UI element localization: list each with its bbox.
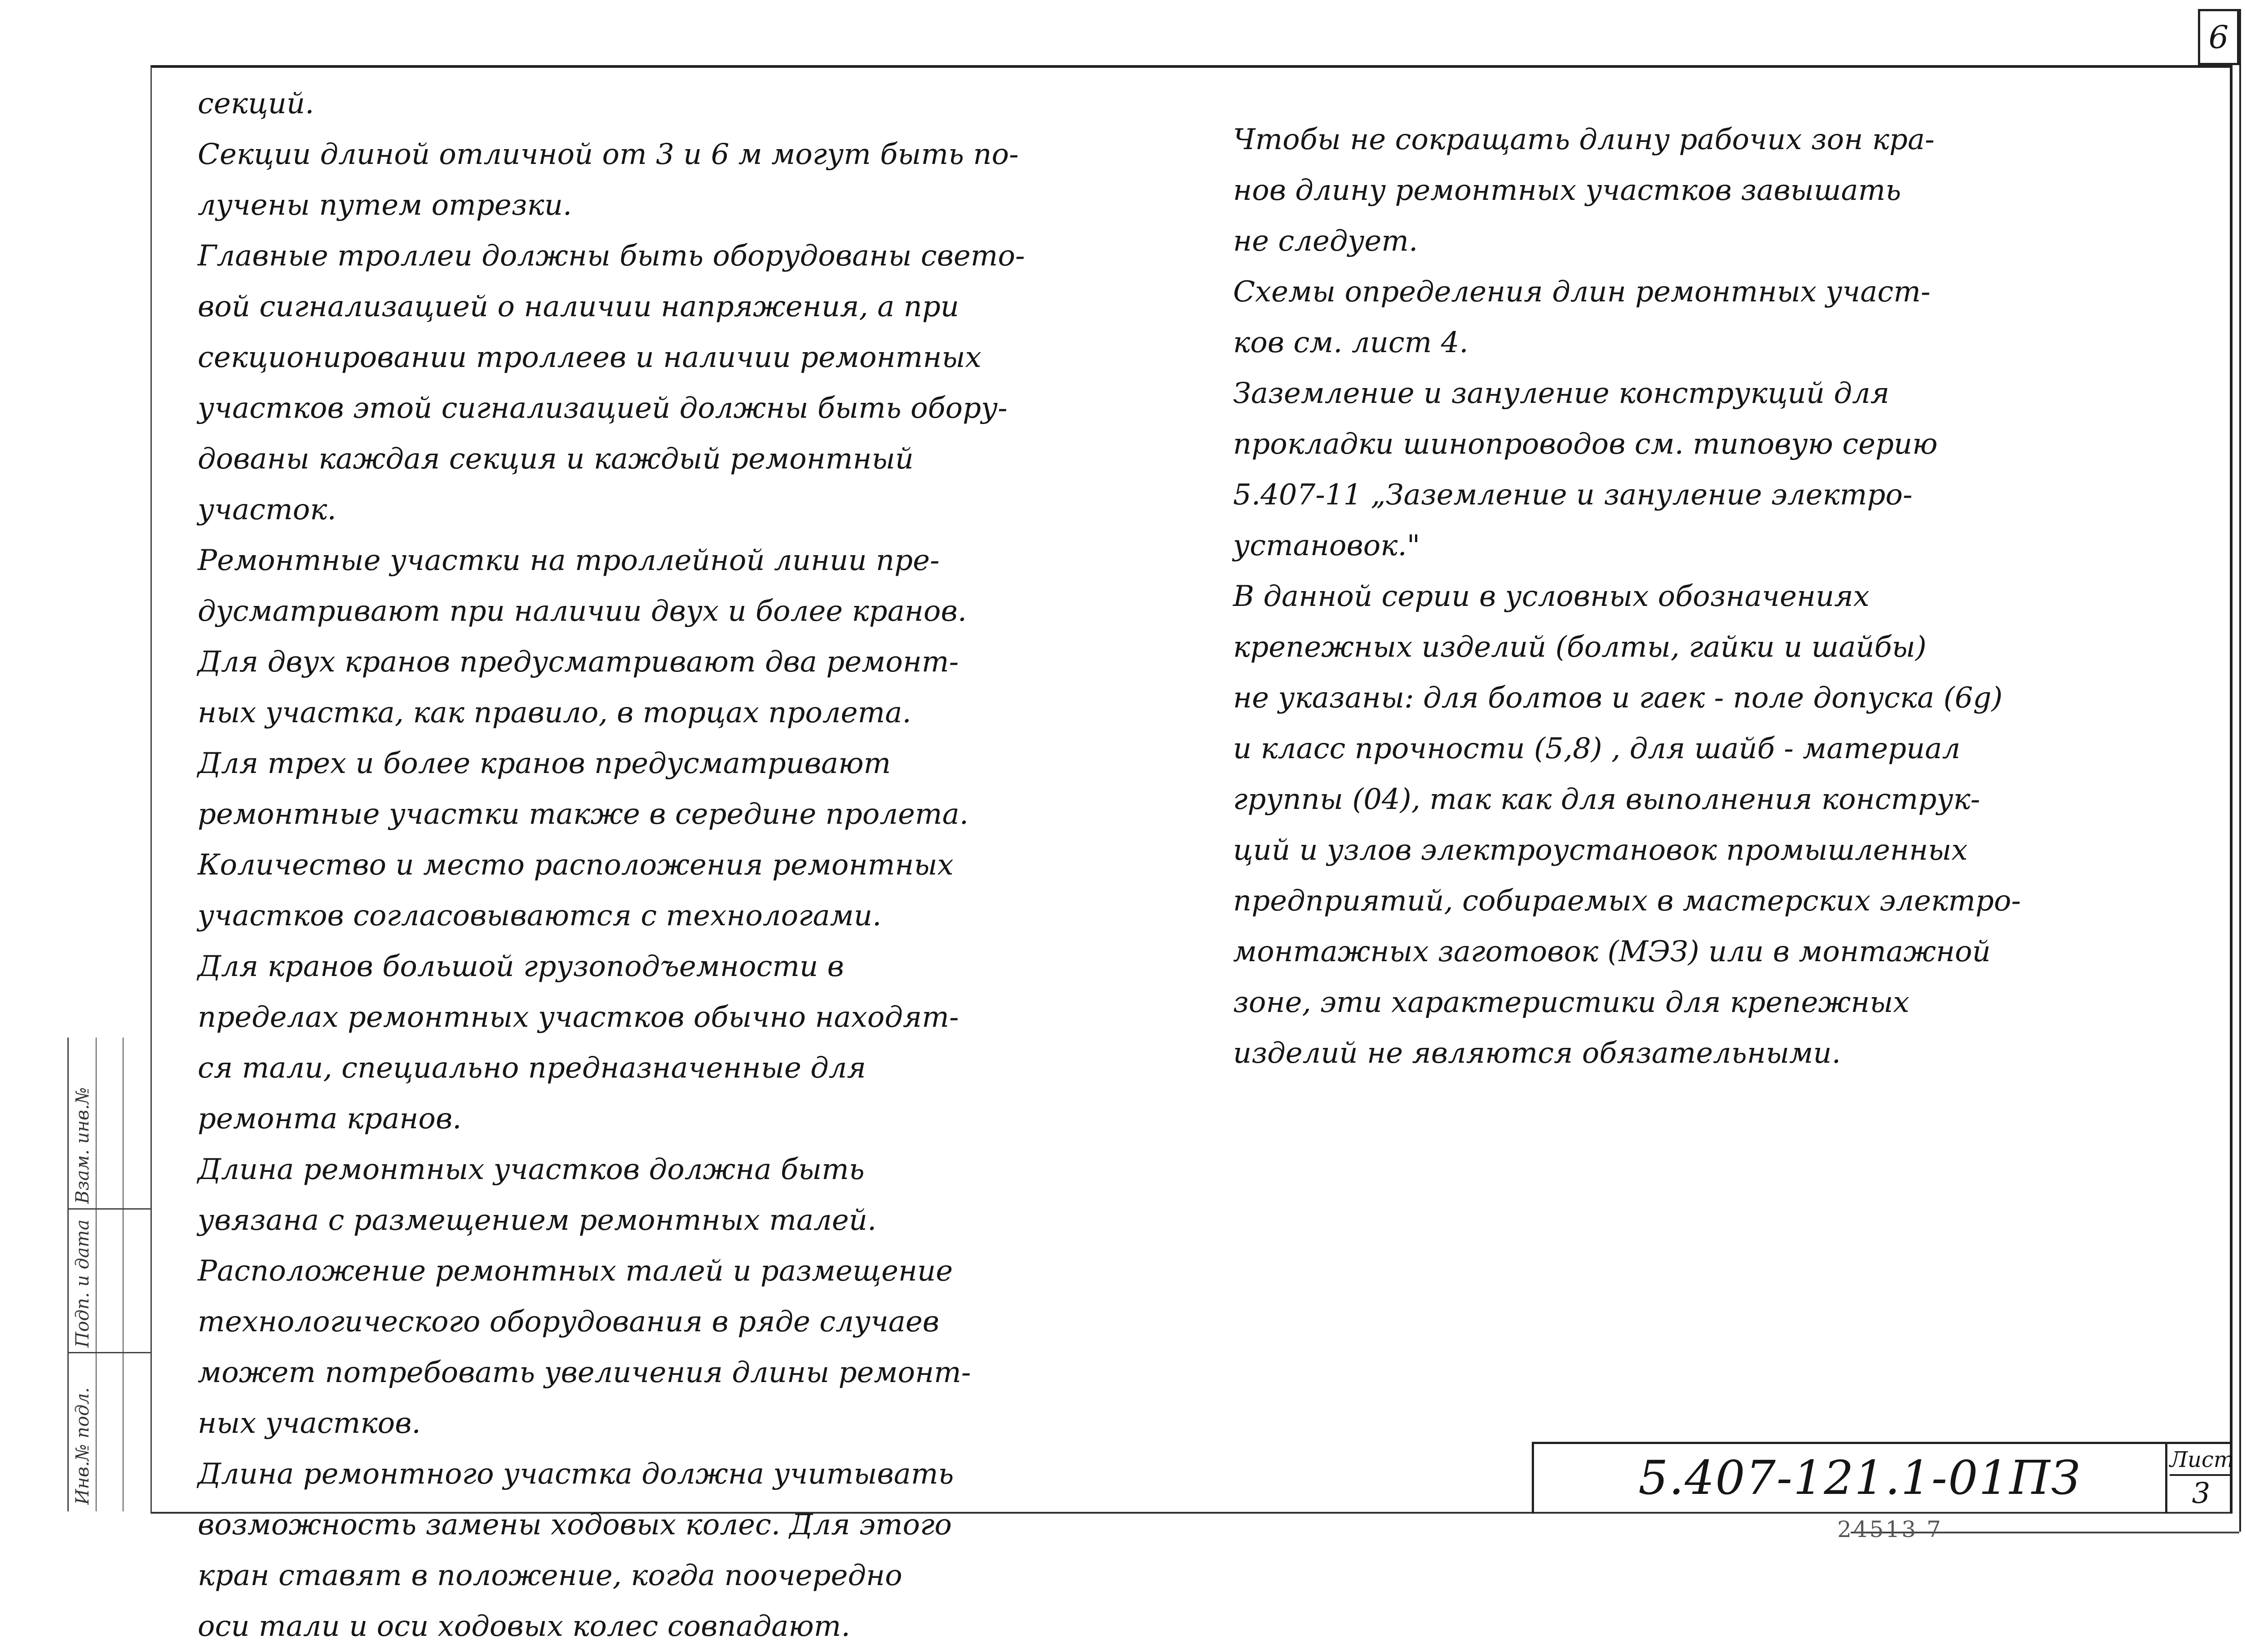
paragraph: В данной серии в условных обозначениях крепежных изделий (болты, гайки и шайбы) не указаны: для болтов и гаек - поле допуска (6g) и класс прочности (5,8) , для шайб - материал группы (04), так как для выполнения конструк- ций и узлов электроустановок промышленных предприятий, собираемых в мастерских электро- монтажных заготовок (МЭЗ) или в монтажной зоне, эти характеристики для крепежных изделий не являются обязательными.: [1233, 580, 2021, 1070]
paragraph: Секции длиной отличной от 3 и 6 м могут быть по- лучены путем отрезки.: [198, 138, 1019, 222]
paragraph: Чтобы не сокращать длину рабочих зон кра- нов длину ремонтных участков завышать не следует.: [1233, 123, 1935, 258]
paragraph: Для двух кранов предусматривают два ремонт- ных участка, как правило, в торцах пролета.: [198, 645, 959, 729]
paragraph: секций.: [198, 87, 314, 120]
paragraph: Ремонтные участки на троллейной линии пре- дусматривают при наличии двух и более кранов.: [198, 544, 967, 628]
document-code: 5.407-121.1-01ПЗ: [1638, 1450, 2081, 1505]
paragraph: Длина ремонтного участка должна учитывать возможность замены ходовых колес. Для этого кран ставят в положение, когда поочередно оси тали и оси ходовых колес совпадают.: [198, 1458, 954, 1643]
approval-stamp-column: [67, 1038, 150, 1511]
paragraph: Для кранов большой грузоподъемности в пределах ремонтных участков обычно находят- ся тали, специально предназначенные для ремонта кранов.: [198, 950, 959, 1135]
paragraph: Схемы определения длин ремонтных участ- ков см. лист 4.: [1233, 275, 1931, 359]
left-text-column: [198, 79, 1204, 1652]
frame-outer-line: [2239, 9, 2241, 1532]
stamp-divider: [123, 1038, 124, 1511]
stamp-label: Подп. и дата: [72, 1219, 93, 1347]
paragraph: Для трех и более кранов предусматривают ремонтные участки также в середине пролета.: [198, 747, 969, 831]
stamp-label: Инв.№ подл.: [72, 1387, 93, 1505]
sheet-cell-divider: [2165, 1442, 2167, 1514]
stamp-divider: [69, 1352, 152, 1353]
paragraph: Главные троллеи должны быть оборудованы свето- вой сигнализацией о наличии напряжения, а при секционировании троллеев и наличии ремонтных участков этой сигнализацией должны быть обору- дованы каждая секция и каждый ремонтный участок.: [198, 239, 1025, 526]
paragraph: Длина ремонтных участков должна быть увязана с размещением ремонтных талей.: [198, 1153, 877, 1237]
sheet-label: Лист: [2170, 1447, 2233, 1476]
stamp-label: Взам. инв.№: [72, 1087, 93, 1204]
paragraph: Количество и место расположения ремонтных участков согласовываются с технологами.: [198, 848, 954, 932]
sheet-number: 3: [2192, 1477, 2211, 1510]
stamp-divider: [96, 1038, 97, 1511]
page-number: 6: [2198, 9, 2239, 65]
paragraph: Расположение ремонтных талей и размещение технологического оборудования в ряде случаев может потребовать увеличения длины ремонт- ных участков.: [198, 1254, 971, 1440]
right-text-column: [1233, 115, 2185, 1079]
paragraph: Заземление и зануление конструкций для прокладки шинопроводов см. типовую серию 5.407-11 „Заземление и зануление электро- установок.": [1233, 377, 1938, 562]
archive-number: 24513 7: [1837, 1516, 1943, 1542]
stamp-divider: [69, 1208, 152, 1210]
